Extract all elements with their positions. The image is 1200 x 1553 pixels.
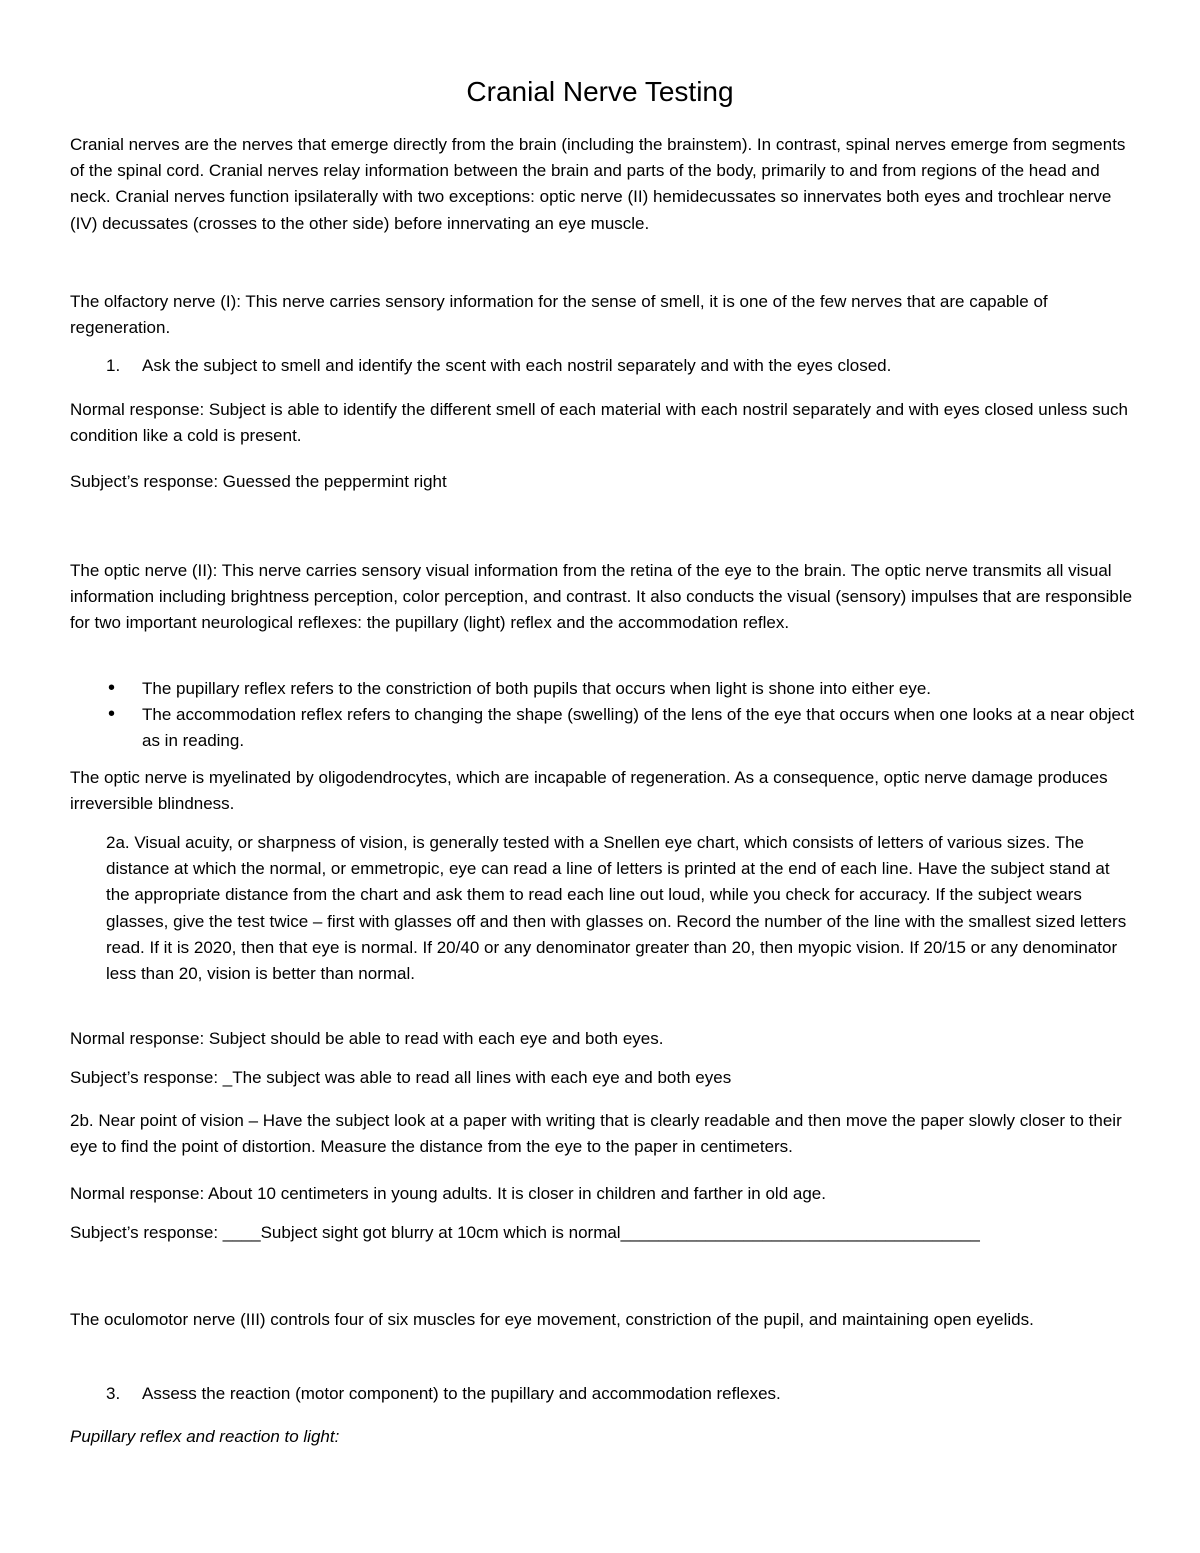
olfactory-subject-response: Subject’s response: Guessed the peppermint right — [70, 472, 447, 491]
optic-description: The optic nerve (II): This nerve carries sensory visual information from the retina of the eye to the brain. The optic nerve transmits all visual information including brightness perception, color perception, and contrast. It also conducts the visual (sensory) impulses that are responsible for two important neurological reflexes: the pupillary (light) reflex and the accommodation reflex. — [70, 561, 1133, 633]
normal-response-2b: Normal response: About 10 centimeters in young adults. It is closer in children and farther in old age. — [70, 1184, 826, 1203]
olfactory-description: The olfactory nerve (I): This nerve carries sensory information for the sense of smell, it is one of the few nerves that are capable of regeneration. — [70, 292, 1048, 338]
subject-response-2b: Subject’s response: ____Subject sight got blurry at 10cm which is normal______________________________________ — [70, 1223, 980, 1242]
list-item-text: Ask the subject to smell and identify the scent with each nostril separately and with the eyes closed. — [142, 356, 892, 375]
test-2a-visual-acuity: 2a. Visual acuity, or sharpness of vision, is generally tested with a Snellen eye chart, which consists of letters of various sizes. The distance at which the normal, or emmetropic, eye can read a line of letters is printed at the end of each line. Have the subject stand at the appropriate distance from the chart and ask them to read each line out loud, while you check for accuracy. If the subject wears glasses, give the test twice – first with glasses off and then with glasses on. Record the number of the line with the smallest sized letters read. If it is 2020, then that eye is normal. If 20/40 or any denominator greater than 20, then myopic vision. If 20/15 or any denominator less than 20, vision is better than normal. — [106, 833, 1127, 984]
bullet-icon: • — [108, 703, 116, 725]
intro-paragraph: Cranial nerves are the nerves that emerge directly from the brain (including the brainstem). In contrast, spinal nerves emerge from segments of the spinal cord. Cranial nerves relay information between the brain and parts of the body, primarily to and from regions of the head and neck. Cranial nerves function ipsilaterally with two exceptions: optic nerve (II) hemidecussates so innervates both eyes and trochlear nerve (IV) decussates (crosses to the other side) before innervating an eye muscle. — [70, 135, 1126, 233]
bullet-icon: • — [108, 677, 116, 699]
olfactory-normal-response: Normal response: Subject is able to identify the different smell of each material with each nostril separately and with eyes closed unless such condition like a cold is present. — [70, 400, 1129, 446]
list-item-text: The pupillary reflex refers to the constriction of both pupils that occurs when light is shone into either eye. — [142, 679, 932, 698]
list-item-text: Assess the reaction (motor component) to the pupillary and accommodation reflexes. — [142, 1384, 781, 1403]
test-2b-near-point: 2b. Near point of vision – Have the subject look at a paper with writing that is clearly readable and then move the paper slowly closer to their eye to find the point of distortion. Measure the distance from the eye to the paper in centimeters. — [70, 1111, 1122, 1157]
list-number: 1. — [106, 356, 121, 375]
oculomotor-description: The oculomotor nerve (III) controls four of six muscles for eye movement, constriction of the pupil, and maintaining open eyelids. — [70, 1310, 1034, 1329]
subject-response-2a: Subject’s response: _The subject was able to read all lines with each eye and both eyes — [70, 1068, 732, 1087]
pupillary-subheading: Pupillary reflex and reaction to light: — [70, 1427, 340, 1446]
list-number: 3. — [106, 1384, 121, 1403]
optic-myelination: The optic nerve is myelinated by oligodendrocytes, which are incapable of regeneration. As a consequence, optic nerve damage produces irreversible blindness. — [70, 768, 1108, 814]
list-item-text: The accommodation reflex refers to changing the shape (swelling) of the lens of the eye that occurs when one looks at a near object as in reading. — [142, 705, 1135, 751]
page-title: Cranial Nerve Testing — [466, 76, 734, 107]
normal-response-2a: Normal response: Subject should be able to read with each eye and both eyes. — [70, 1029, 664, 1048]
